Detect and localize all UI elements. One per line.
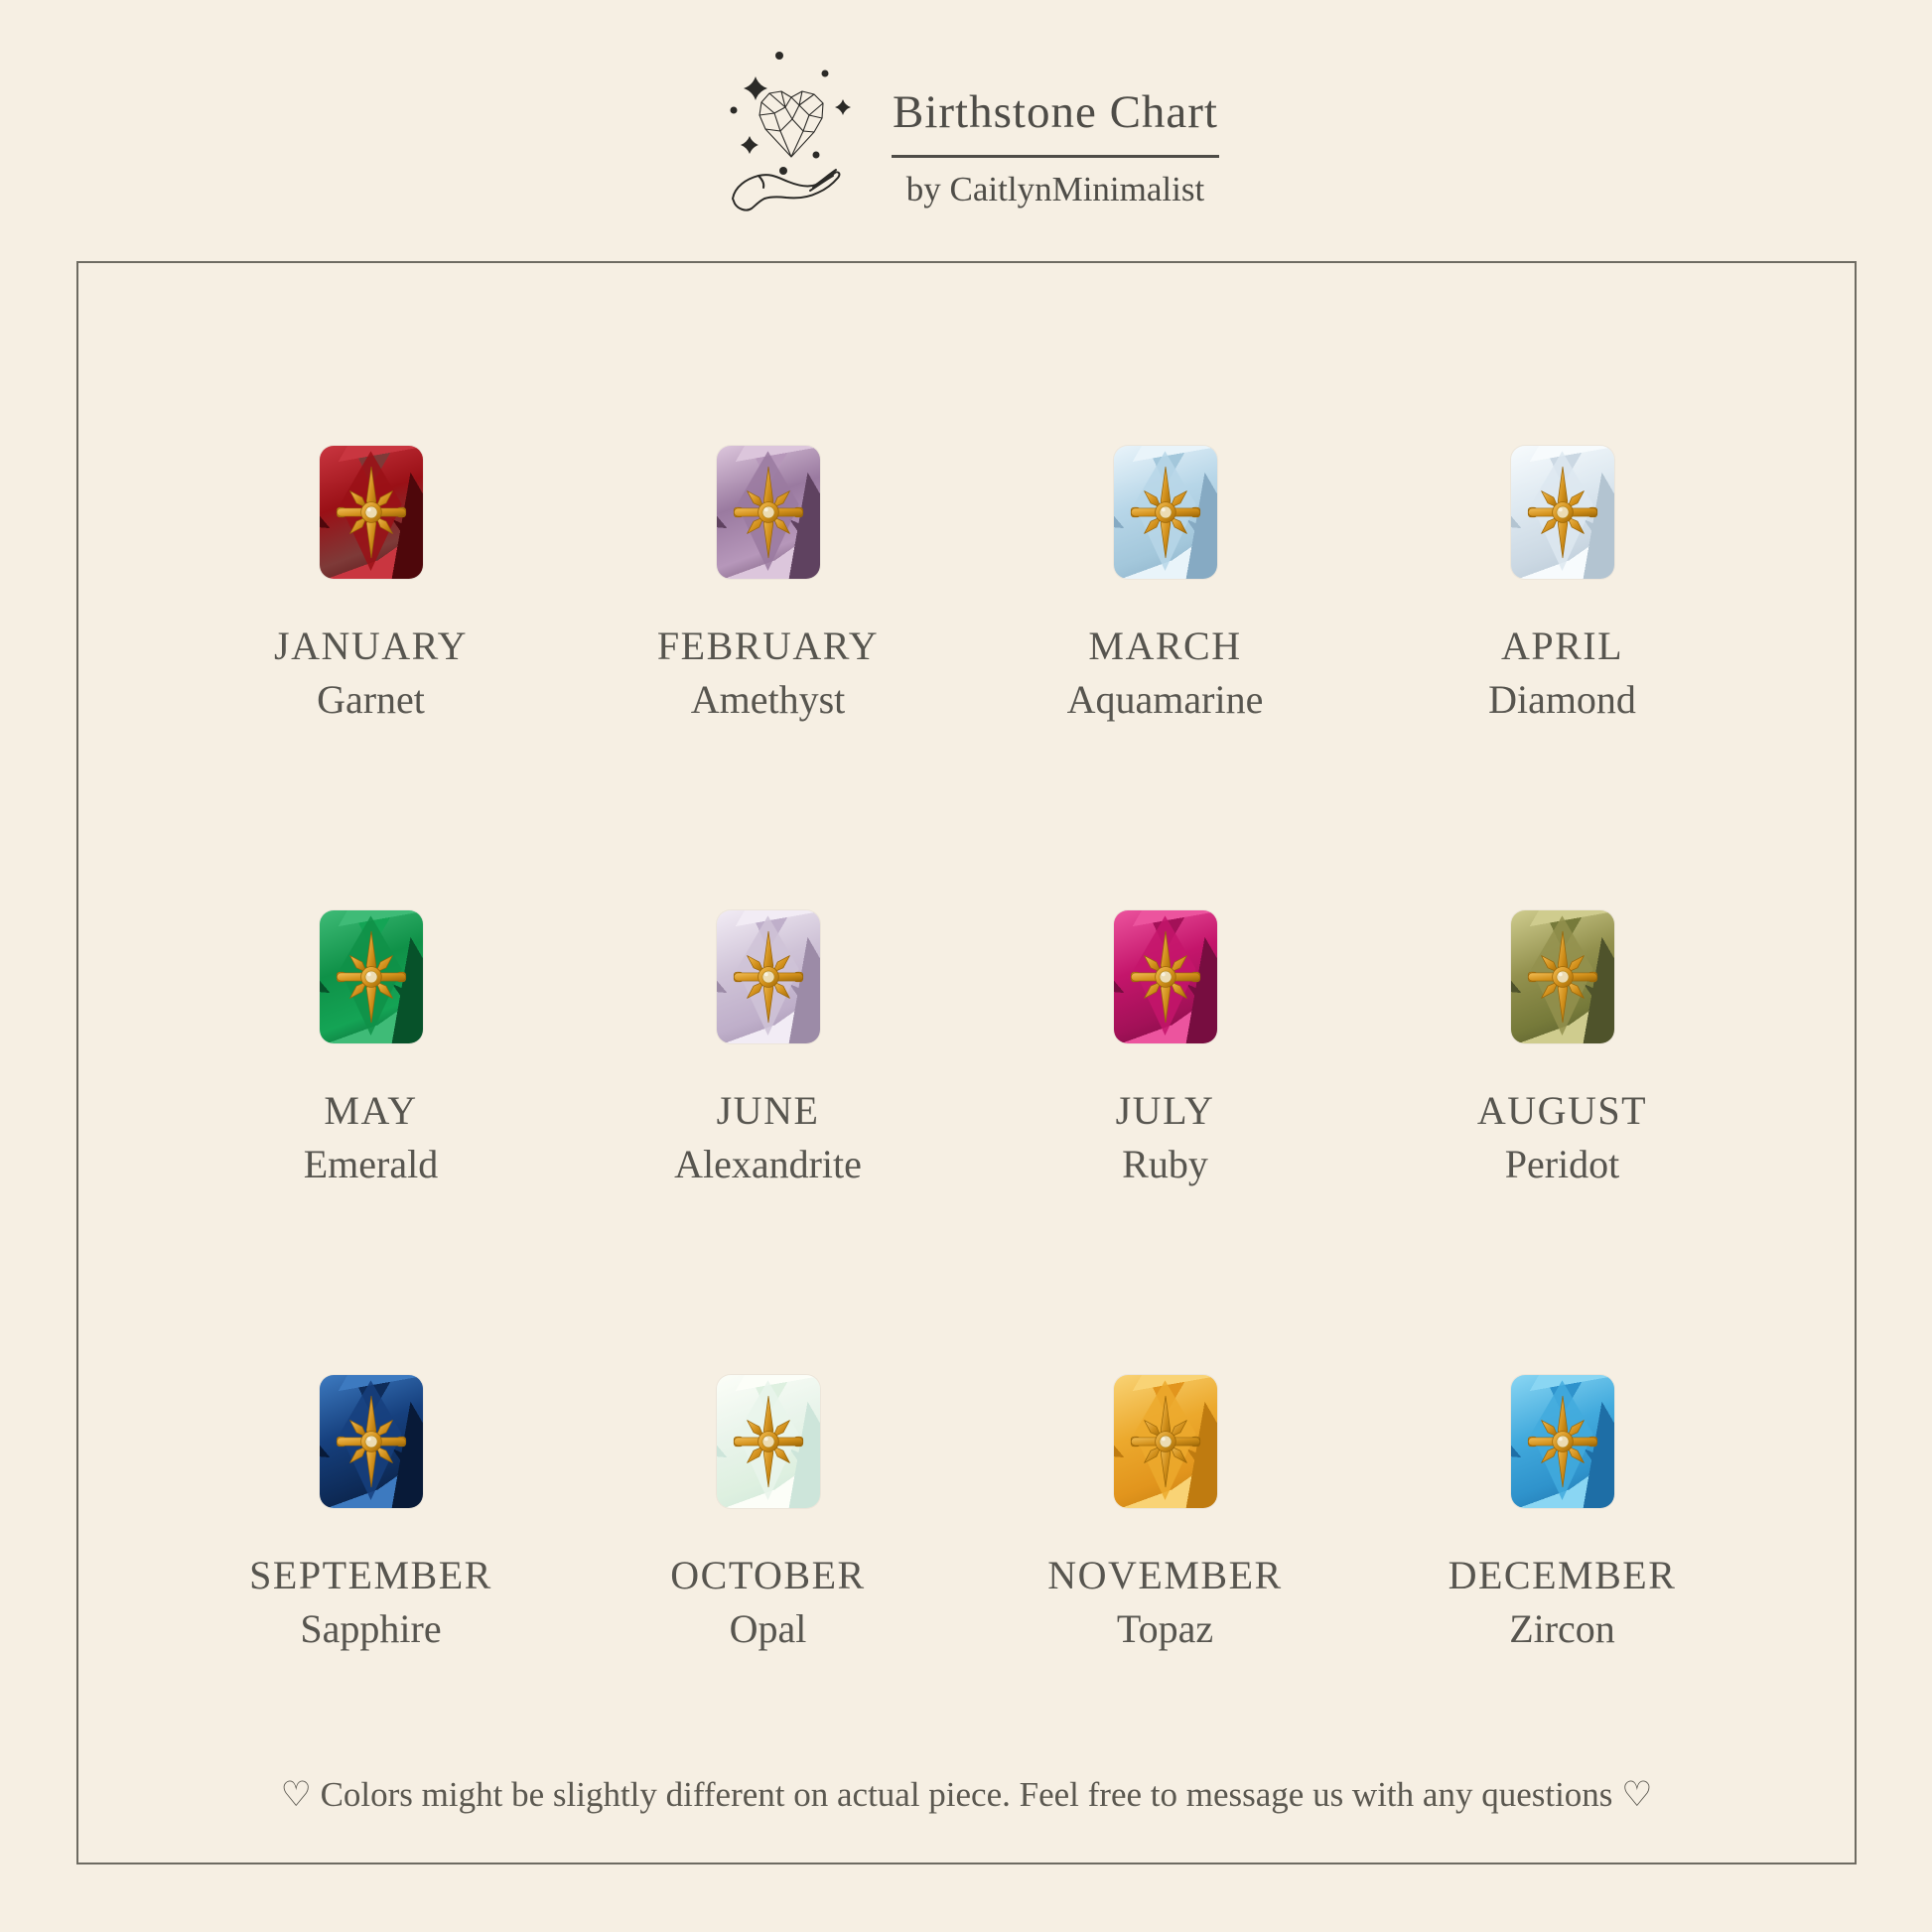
- stone-label: Emerald: [303, 1142, 439, 1186]
- birthstone-item-july: [967, 910, 1364, 1196]
- month-label: JUNE: [716, 1088, 820, 1133]
- stone-label: Alexandrite: [674, 1142, 862, 1186]
- north-star-charm-icon: [335, 1394, 408, 1489]
- geometric-heart-icon: [759, 91, 823, 157]
- stone-label: Opal: [729, 1606, 807, 1651]
- gem-tile-amethyst: [717, 446, 820, 579]
- month-label: MAY: [324, 1088, 418, 1133]
- north-star-charm-icon: [732, 1394, 805, 1489]
- birthstone-item-february: [570, 446, 967, 732]
- month-label: AUGUST: [1476, 1088, 1648, 1133]
- header: [0, 42, 1932, 212]
- month-label: DECEMBER: [1448, 1553, 1677, 1597]
- brand-logo-heart-in-hand-icon: [713, 42, 862, 212]
- stone-label: Ruby: [1122, 1142, 1208, 1186]
- gem-tile-topaz: [1114, 1375, 1217, 1508]
- gem-tile-zircon: [1511, 1375, 1614, 1508]
- gem-tile-emerald: [320, 910, 423, 1043]
- gem-tile-ruby: [1114, 910, 1217, 1043]
- north-star-charm-icon: [1526, 929, 1599, 1025]
- north-star-charm-icon: [1526, 1394, 1599, 1489]
- birthstone-item-january: [173, 446, 570, 732]
- birthstone-item-april: [1364, 446, 1761, 732]
- stone-label: Garnet: [317, 677, 425, 722]
- stone-label: Peridot: [1504, 1142, 1620, 1186]
- title-divider: [892, 155, 1219, 158]
- birthstone-item-august: [1364, 910, 1761, 1196]
- page-title: Birthstone Chart: [893, 86, 1218, 138]
- chart-frame: [76, 261, 1857, 1864]
- stone-label: Topaz: [1116, 1606, 1214, 1651]
- birthstone-item-november: [967, 1375, 1364, 1661]
- birthstone-grid: [173, 446, 1761, 1661]
- north-star-charm-icon: [732, 465, 805, 560]
- month-label: JULY: [1115, 1088, 1215, 1133]
- month-label: FEBRUARY: [656, 623, 880, 668]
- title-block: [892, 42, 1219, 209]
- stone-label: Amethyst: [690, 677, 846, 722]
- north-star-charm-icon: [1526, 465, 1599, 560]
- page-subtitle: by CaitlynMinimalist: [905, 169, 1205, 208]
- disclaimer-note: ♡ Colors might be slightly different on actual piece. Feel free to message us with any questions ♡: [280, 1775, 1653, 1814]
- birthstone-item-october: [570, 1375, 967, 1661]
- gem-tile-garnet: [320, 446, 423, 579]
- birthstone-item-may: [173, 910, 570, 1196]
- stone-label: Aquamarine: [1066, 677, 1264, 722]
- birthstone-item-december: [1364, 1375, 1761, 1661]
- north-star-charm-icon: [1129, 1394, 1202, 1489]
- month-label: SEPTEMBER: [249, 1553, 492, 1597]
- month-label: APRIL: [1500, 623, 1624, 668]
- open-hand-icon: [733, 170, 839, 210]
- north-star-charm-icon: [335, 929, 408, 1025]
- gem-tile-opal: [717, 1375, 820, 1508]
- north-star-charm-icon: [1129, 929, 1202, 1025]
- month-label: OCTOBER: [670, 1553, 866, 1597]
- gem-tile-peridot: [1511, 910, 1614, 1043]
- north-star-charm-icon: [335, 465, 408, 560]
- birthstone-item-march: [967, 446, 1364, 732]
- birthstone-item-june: [570, 910, 967, 1196]
- gem-tile-alexandrite: [717, 910, 820, 1043]
- birthstone-item-september: [173, 1375, 570, 1661]
- month-label: MARCH: [1088, 623, 1242, 668]
- north-star-charm-icon: [732, 929, 805, 1025]
- gem-tile-diamond: [1511, 446, 1614, 579]
- gem-tile-aquamarine: [1114, 446, 1217, 579]
- stone-label: Zircon: [1509, 1606, 1615, 1651]
- month-label: JANUARY: [274, 623, 468, 668]
- month-label: NOVEMBER: [1047, 1553, 1283, 1597]
- stone-label: Diamond: [1488, 677, 1636, 722]
- gem-tile-sapphire: [320, 1375, 423, 1508]
- stone-label: Sapphire: [300, 1606, 442, 1651]
- north-star-charm-icon: [1129, 465, 1202, 560]
